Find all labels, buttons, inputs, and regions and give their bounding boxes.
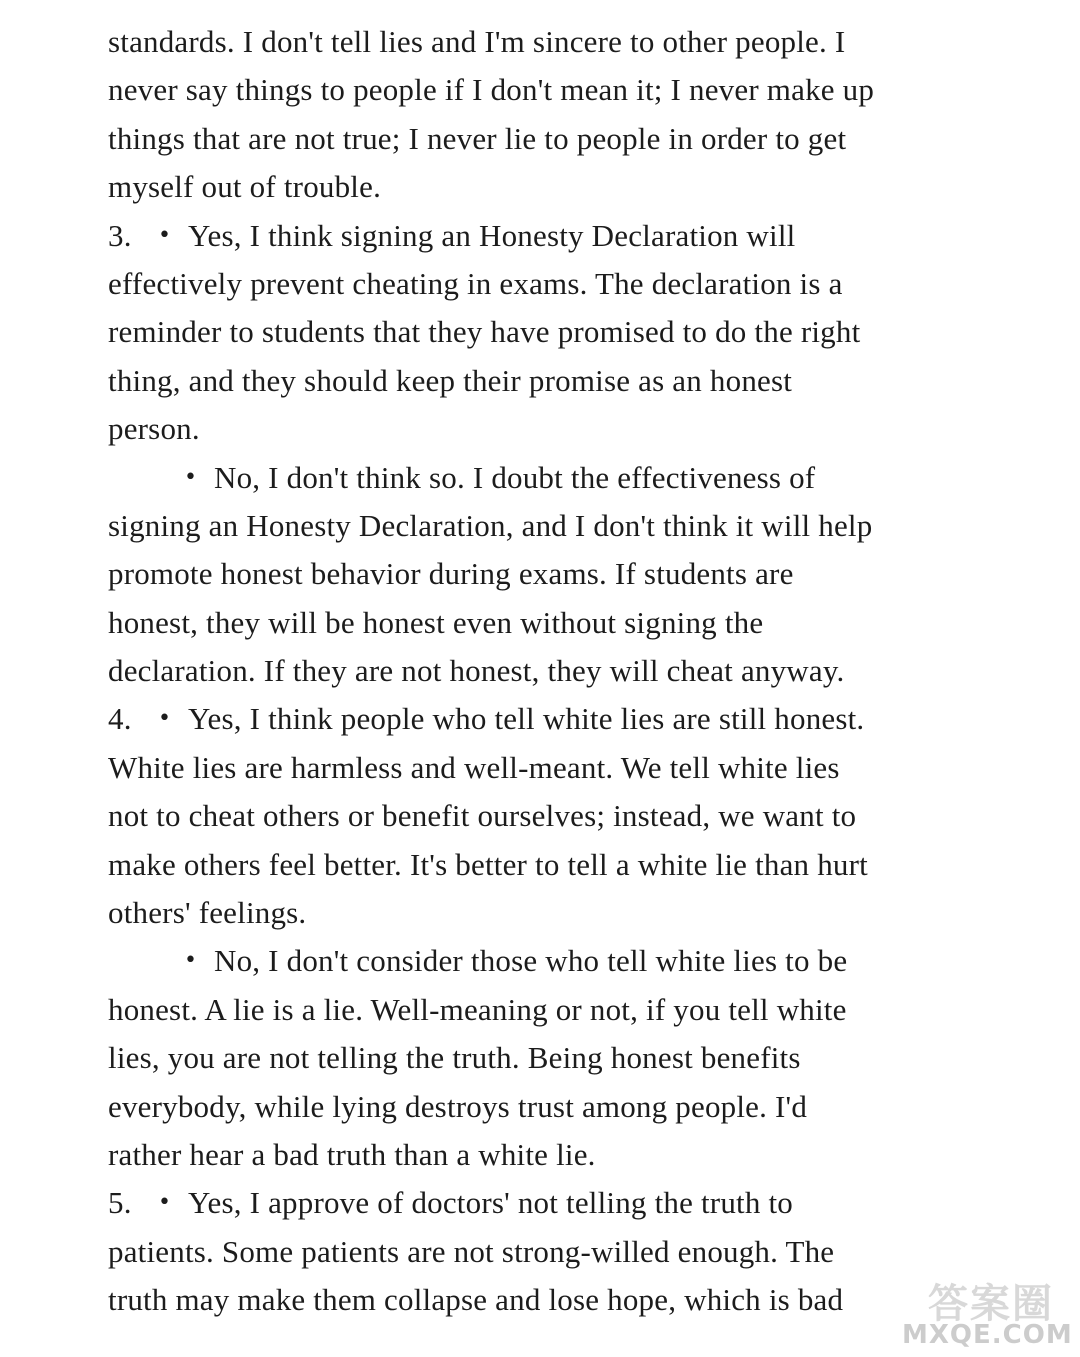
- text-line: honest. A lie is a lie. Well-meaning or not, if you tell white: [108, 991, 847, 1027]
- text-line: make others feel better. It's better to tell a white lie than hurt: [108, 846, 868, 882]
- text-line: others' feelings.: [108, 895, 307, 931]
- question-3-line: [108, 212, 988, 260]
- watermark: [888, 1268, 1078, 1354]
- text-line: truth may make them collapse and lose hope, which is bad: [108, 1282, 844, 1318]
- watermark-url: MXQE.COM: [902, 1320, 1073, 1350]
- text-segment: Yes, I approve of doctors' not telling the truth to: [188, 1185, 793, 1221]
- text-line: things that are not true; I never lie to people in order to get: [108, 120, 847, 156]
- answer-text-body: [108, 18, 988, 1325]
- text-line: declaration. If they are not honest, they will cheat anyway.: [108, 653, 845, 689]
- text-line: everybody, while lying destroys trust among people. I'd: [108, 1088, 808, 1124]
- watermark-logo: 答案圈: [928, 1281, 1054, 1327]
- answer-alt-line: [108, 454, 988, 502]
- bullet-icon: •: [158, 1190, 172, 1216]
- text-line: standards. I don't tell lies and I'm sincere to other people. I: [108, 24, 846, 59]
- text-line: myself out of trouble.: [108, 169, 382, 205]
- question-4-line: [108, 695, 988, 743]
- text-segment: No, I don't think so. I doubt the effectiveness of: [214, 459, 816, 495]
- question-5-line: [108, 1179, 988, 1227]
- bullet-icon: •: [158, 706, 172, 732]
- text-line: reminder to students that they have promised to do the right: [108, 314, 861, 350]
- bullet-icon: •: [158, 222, 172, 248]
- text-line: effectively prevent cheating in exams. The declaration is a: [108, 265, 843, 301]
- text-line: rather hear a bad truth than a white lie.: [108, 1136, 596, 1172]
- text-line: signing an Honesty Declaration, and I don't think it will help: [108, 507, 873, 543]
- text-line: patients. Some patients are not strong-willed enough. The: [108, 1233, 835, 1269]
- text-line: not to cheat others or benefit ourselves; instead, we want to: [108, 798, 857, 834]
- text-line: person.: [108, 411, 200, 447]
- text-line: never say things to people if I don't mean it; I never make up: [108, 72, 875, 108]
- text-segment: Yes, I think people who tell white lies are still honest.: [188, 701, 865, 737]
- question-number: 4.: [108, 701, 132, 737]
- answer-alt-line: [108, 937, 988, 985]
- text-line: lies, you are not telling the truth. Being honest benefits: [108, 1040, 801, 1076]
- text-segment: No, I don't consider those who tell white lies to be: [214, 943, 848, 979]
- bullet-icon: •: [184, 464, 198, 490]
- text-line: White lies are harmless and well-meant. We tell white lies: [108, 749, 840, 785]
- question-number: 3.: [108, 217, 132, 253]
- bullet-icon: •: [184, 948, 198, 974]
- text-line: honest, they will be honest even without signing the: [108, 604, 764, 640]
- text-segment: Yes, I think signing an Honesty Declaration will: [188, 217, 796, 253]
- question-number: 5.: [108, 1185, 132, 1221]
- text-line: thing, and they should keep their promise as an honest: [108, 362, 793, 398]
- text-line: promote honest behavior during exams. If students are: [108, 556, 794, 592]
